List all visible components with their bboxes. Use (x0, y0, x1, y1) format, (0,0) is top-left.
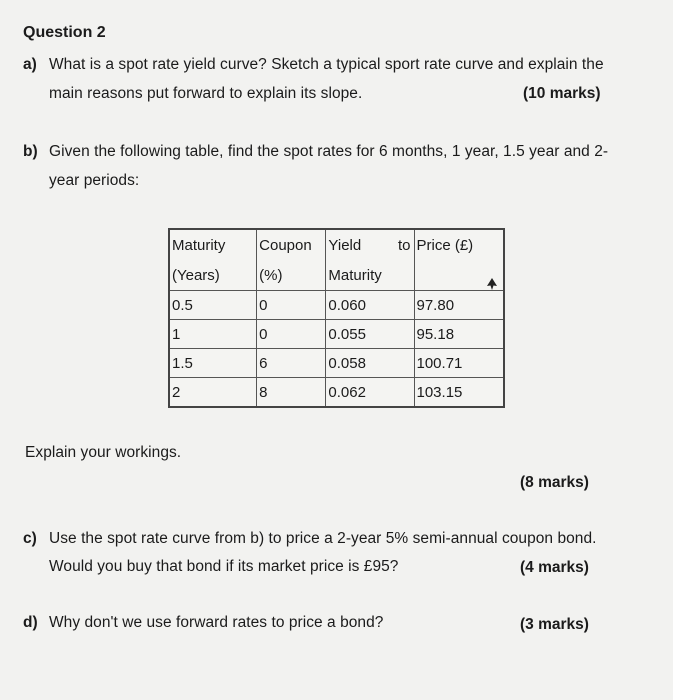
header-yield-text: Yield (328, 236, 362, 254)
cell-yield: 0.062 (326, 378, 414, 408)
cell-price: 95.18 (414, 320, 504, 349)
cell-coupon: 6 (257, 349, 326, 378)
table-header-row-2 (169, 260, 504, 291)
part-d-line1 (23, 614, 383, 632)
question-title: Question 2 (23, 24, 106, 41)
part-b-label: b) (23, 143, 38, 160)
cell-yield: 0.060 (326, 291, 414, 320)
cell-yield: 0.058 (326, 349, 414, 378)
part-b-explain: Explain your workings. (25, 444, 182, 461)
part-a-text-1: What is a spot rate yield curve? Sketch a typical sport rate curve and explain the (49, 56, 604, 73)
part-a-line1 (23, 56, 604, 74)
part-c-marks: (4 marks) (520, 559, 589, 576)
table-row (169, 349, 504, 378)
header-coupon: Coupon (257, 229, 326, 260)
part-a-line2: main reasons put forward to explain its slope. (49, 85, 363, 102)
part-d-text-1: Why don't we use forward rates to price a bond? (49, 614, 384, 631)
part-c-line2: Would you buy that bond if its market price is £95? (49, 558, 399, 575)
table-row (169, 320, 504, 349)
header-to-text: to (397, 236, 411, 254)
header-maturity-2: Maturity (326, 260, 414, 291)
mouse-cursor-icon (486, 277, 498, 291)
bond-data-table (168, 228, 505, 408)
cell-price: 103.15 (414, 378, 504, 408)
cell-coupon: 0 (257, 291, 326, 320)
header-price: Price (£) (414, 229, 504, 260)
header-pct: (%) (257, 260, 326, 291)
cell-coupon: 0 (257, 320, 326, 349)
cell-maturity: 2 (169, 378, 257, 408)
part-b-line2: year periods: (49, 172, 140, 189)
part-a-marks: (10 marks) (523, 85, 601, 102)
cell-maturity: 0.5 (169, 291, 257, 320)
cell-maturity: 1.5 (169, 349, 257, 378)
header-maturity: Maturity (169, 229, 257, 260)
part-b-marks: (8 marks) (520, 474, 589, 491)
table-row (169, 291, 504, 320)
part-a-label: a) (23, 56, 37, 73)
header-years: (Years) (169, 260, 257, 291)
cell-yield: 0.055 (326, 320, 414, 349)
cell-price: 100.71 (414, 349, 504, 378)
part-d-marks: (3 marks) (520, 616, 589, 633)
part-c-text-1: Use the spot rate curve from b) to price a 2-year 5% semi-annual coupon bond. (49, 530, 597, 547)
table-header-row (169, 229, 504, 260)
part-c-line1 (23, 530, 597, 548)
part-b-text-1: Given the following table, find the spot rates for 6 months, 1 year, 1.5 year and 2- (49, 143, 609, 160)
header-yield (326, 229, 414, 260)
part-d-label: d) (23, 614, 38, 631)
cell-coupon: 8 (257, 378, 326, 408)
cell-price: 97.80 (414, 291, 504, 320)
cell-maturity: 1 (169, 320, 257, 349)
part-b-line1 (23, 143, 608, 161)
part-c-label: c) (23, 530, 37, 547)
table-row (169, 378, 504, 408)
